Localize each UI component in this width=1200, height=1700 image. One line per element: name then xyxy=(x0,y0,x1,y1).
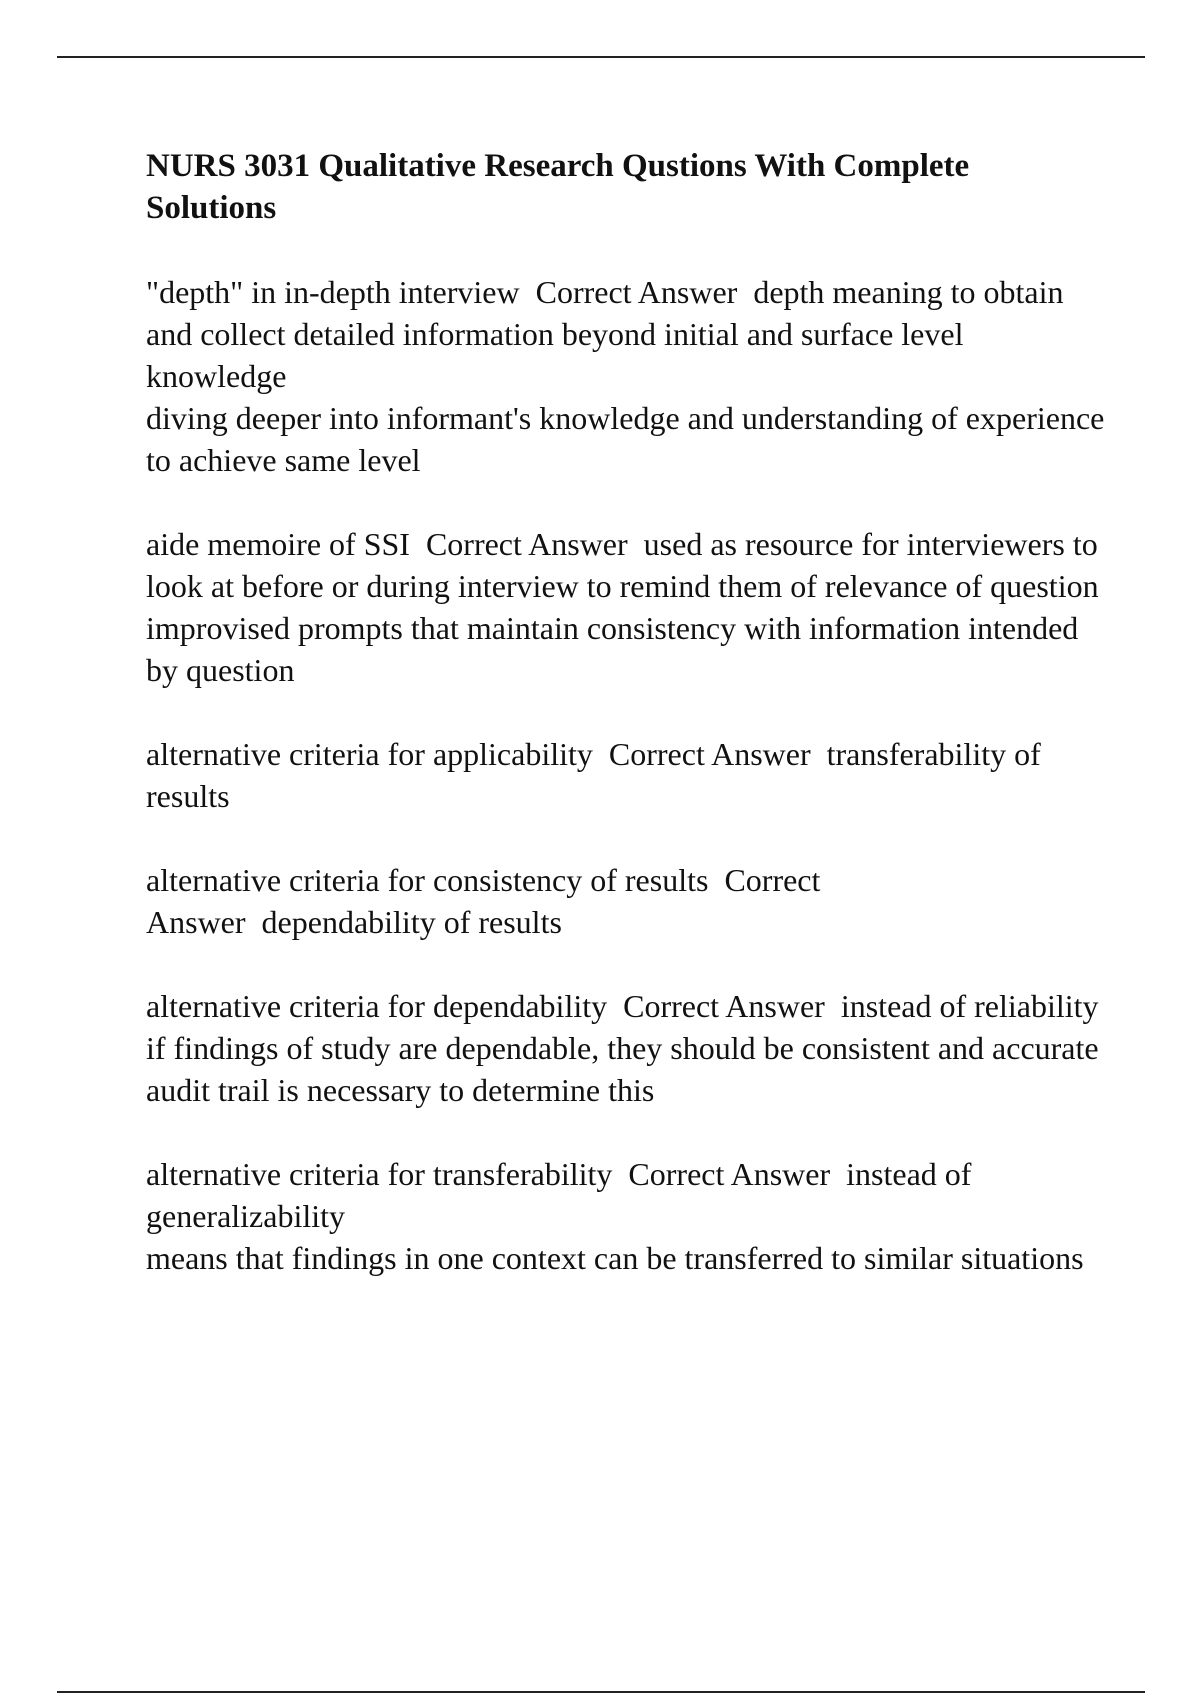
qa-first-line xyxy=(146,1153,1106,1237)
answer-text: depth meaning to obtain and collect detailed information beyond initial and surface level knowledge xyxy=(146,274,1072,394)
qa-first-line xyxy=(146,271,1106,397)
answer-text: transferability of results xyxy=(146,736,1049,814)
question-term: alternative criteria for applicability xyxy=(146,736,593,772)
answer-label: Correct Answer xyxy=(146,862,827,940)
answer-text: improvised prompts that maintain consistency with information intended by question xyxy=(146,610,1087,688)
question-term: alternative criteria for dependability xyxy=(146,988,608,1024)
bottom-rule xyxy=(57,1691,1145,1693)
answer-text: instead of generalizability xyxy=(146,1156,980,1234)
qa-first-line xyxy=(146,859,1106,943)
document-title: NURS 3031 Qualitative Research Qustions With Complete Solutions xyxy=(146,148,970,226)
qa-entry xyxy=(146,985,1106,1111)
question-term: alternative criteria for transferability xyxy=(146,1156,613,1192)
qa-first-line xyxy=(146,985,1106,1027)
answer-label: Correct Answer xyxy=(425,526,628,562)
qa-entry xyxy=(146,733,1106,817)
qa-entry xyxy=(146,523,1106,691)
question-term: alternative criteria for consistency of results xyxy=(146,862,709,898)
question-term: aide memoire of SSI xyxy=(146,526,410,562)
answer-label: Correct Answer xyxy=(608,736,811,772)
answer-text: dependability of results xyxy=(261,904,562,940)
answer-label: Correct Answer xyxy=(535,274,738,310)
qa-entry xyxy=(146,1153,1106,1279)
answer-text: audit trail is necessary to determine this xyxy=(146,1072,655,1108)
answer-label: Correct Answer xyxy=(628,1156,831,1192)
qa-entry xyxy=(146,859,1106,943)
qa-first-line xyxy=(146,733,1106,817)
answer-text: if findings of study are dependable, they should be consistent and accurate xyxy=(146,1030,1099,1066)
document-body xyxy=(146,145,1113,1321)
qa-first-line xyxy=(146,523,1106,607)
answer-label: Correct Answer xyxy=(623,988,825,1024)
answer-text: means that findings in one context can be transferred to similar situations xyxy=(146,1240,1084,1276)
answer-text: used as resource for interviewers to look at before or during interview to remind them of relevance of question xyxy=(146,526,1106,604)
answer-text: diving deeper into informant's knowledge and understanding of experience to achieve same level xyxy=(146,400,1113,478)
top-rule xyxy=(57,56,1145,58)
qa-list xyxy=(146,271,1113,1279)
qa-entry xyxy=(146,271,1113,481)
answer-text: instead of reliability xyxy=(840,988,1099,1024)
question-term: "depth" in in-depth interview xyxy=(146,274,520,310)
